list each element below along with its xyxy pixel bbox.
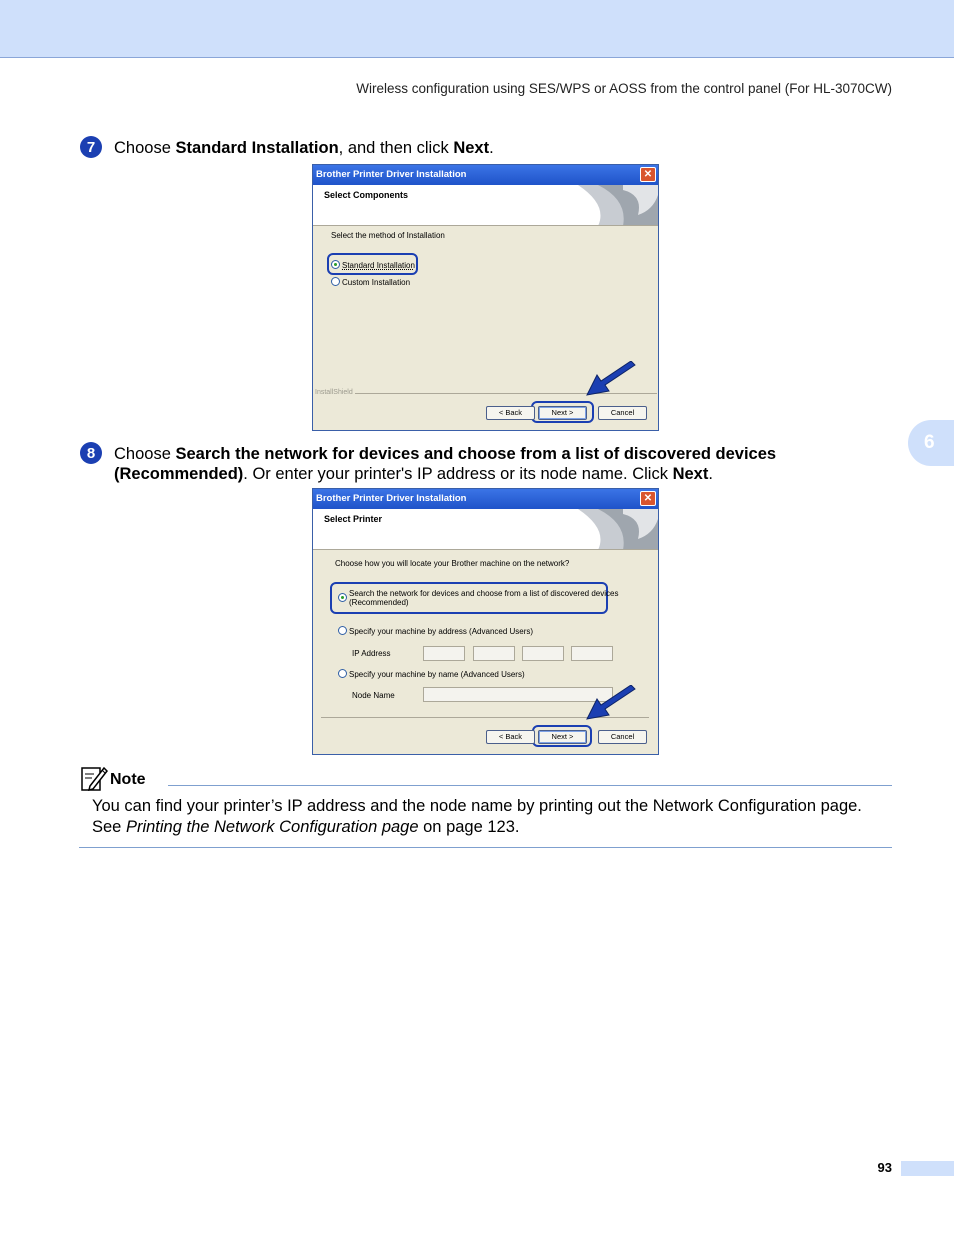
close-button[interactable]: ✕ xyxy=(640,491,656,506)
radio-label: Standard Installation xyxy=(342,261,415,270)
radio-custom-installation[interactable] xyxy=(331,277,410,287)
dialog-banner xyxy=(313,185,658,226)
banner-swirl-icon xyxy=(568,509,658,550)
text: . xyxy=(708,465,713,483)
page-tab xyxy=(901,1161,954,1176)
banner-title: Select Components xyxy=(324,190,409,200)
bold-text: Next xyxy=(453,139,490,157)
note-pencil-icon xyxy=(80,764,108,792)
close-button[interactable]: ✕ xyxy=(640,167,656,182)
radio-standard-installation[interactable] xyxy=(331,260,415,270)
ip-octet-1-input[interactable] xyxy=(423,646,465,661)
radio-selected-icon xyxy=(338,593,347,602)
cross-reference: Printing the Network Configuration page xyxy=(125,818,419,836)
next-button[interactable]: Next > xyxy=(538,406,587,420)
note-title: Note xyxy=(110,771,146,788)
note-text: on page 123. xyxy=(418,818,520,836)
text: Choose xyxy=(114,139,176,157)
cancel-button[interactable]: Cancel xyxy=(598,730,647,744)
bold-text: Standard Installation xyxy=(175,139,339,157)
radio-selected-icon xyxy=(331,260,340,269)
dialog-prompt: Select the method of Installation xyxy=(331,231,445,240)
text: . Or enter your printer's IP address or its node name. Click xyxy=(243,465,673,483)
pointer-arrow-icon xyxy=(585,361,639,399)
banner-swirl-icon xyxy=(568,185,658,226)
running-header: Wireless configuration using SES/WPS or AOSS from the control panel (For HL-3070CW) xyxy=(356,81,892,96)
next-button[interactable]: Next > xyxy=(538,730,587,744)
dialog-banner xyxy=(313,509,658,550)
radio-label: (Recommended) xyxy=(349,598,409,607)
dialog-select-components xyxy=(312,164,659,431)
radio-icon xyxy=(338,669,347,678)
text: , and then click xyxy=(338,139,454,157)
dialog-prompt: Choose how you will locate your Brother machine on the network? xyxy=(335,559,570,568)
radio-label: Specify your machine by address (Advanced Users) xyxy=(349,627,534,636)
step-7-badge: 7 xyxy=(80,136,102,158)
dialog-title-bar: Brother Printer Driver Installation xyxy=(313,165,658,185)
top-header-band xyxy=(0,0,954,58)
back-button[interactable]: < Back xyxy=(486,730,535,744)
radio-icon xyxy=(338,626,347,635)
step-8-text xyxy=(114,444,834,484)
ip-octet-4-input[interactable] xyxy=(571,646,613,661)
dialog-select-printer xyxy=(312,488,659,755)
banner-title: Select Printer xyxy=(324,514,383,524)
pointer-arrow-icon xyxy=(585,685,639,723)
back-button[interactable]: < Back xyxy=(486,406,535,420)
radio-icon xyxy=(331,277,340,286)
note-text: You can find your printer’s IP address and the node name by printing out the Network Configuration page. xyxy=(92,797,862,815)
bold-text: (Recommended) xyxy=(114,465,244,483)
text: Choose xyxy=(114,445,176,463)
installshield-label: InstallShield xyxy=(315,389,353,396)
chapter-tab xyxy=(908,420,954,466)
bold-text: Next xyxy=(672,465,709,483)
radio-specify-name[interactable] xyxy=(338,669,525,679)
radio-specify-address[interactable] xyxy=(338,626,533,636)
ip-octet-3-input[interactable] xyxy=(522,646,564,661)
note-top-rule xyxy=(168,785,892,786)
cancel-button[interactable]: Cancel xyxy=(598,406,647,420)
chapter-number: 6 xyxy=(924,432,935,453)
radio-label: Specify your machine by name (Advanced Users) xyxy=(349,670,525,679)
note-bottom-rule xyxy=(79,847,892,848)
note-text: See xyxy=(92,818,126,836)
radio-label: Search the network for devices and choose from a list of discovered devices xyxy=(349,589,619,598)
radio-label: Custom Installation xyxy=(342,278,411,287)
ip-address-label: IP Address xyxy=(352,649,391,658)
page-number: 93 xyxy=(877,1160,892,1175)
node-name-label: Node Name xyxy=(352,691,395,700)
step-7-text xyxy=(114,138,494,158)
note-body xyxy=(92,796,892,838)
step-8-badge: 8 xyxy=(80,442,102,464)
dialog-title-bar: Brother Printer Driver Installation xyxy=(313,489,658,509)
text: . xyxy=(489,139,494,157)
bold-text: Search the network for devices and choose from a list of discovered devices xyxy=(175,445,777,463)
ip-octet-2-input[interactable] xyxy=(473,646,515,661)
